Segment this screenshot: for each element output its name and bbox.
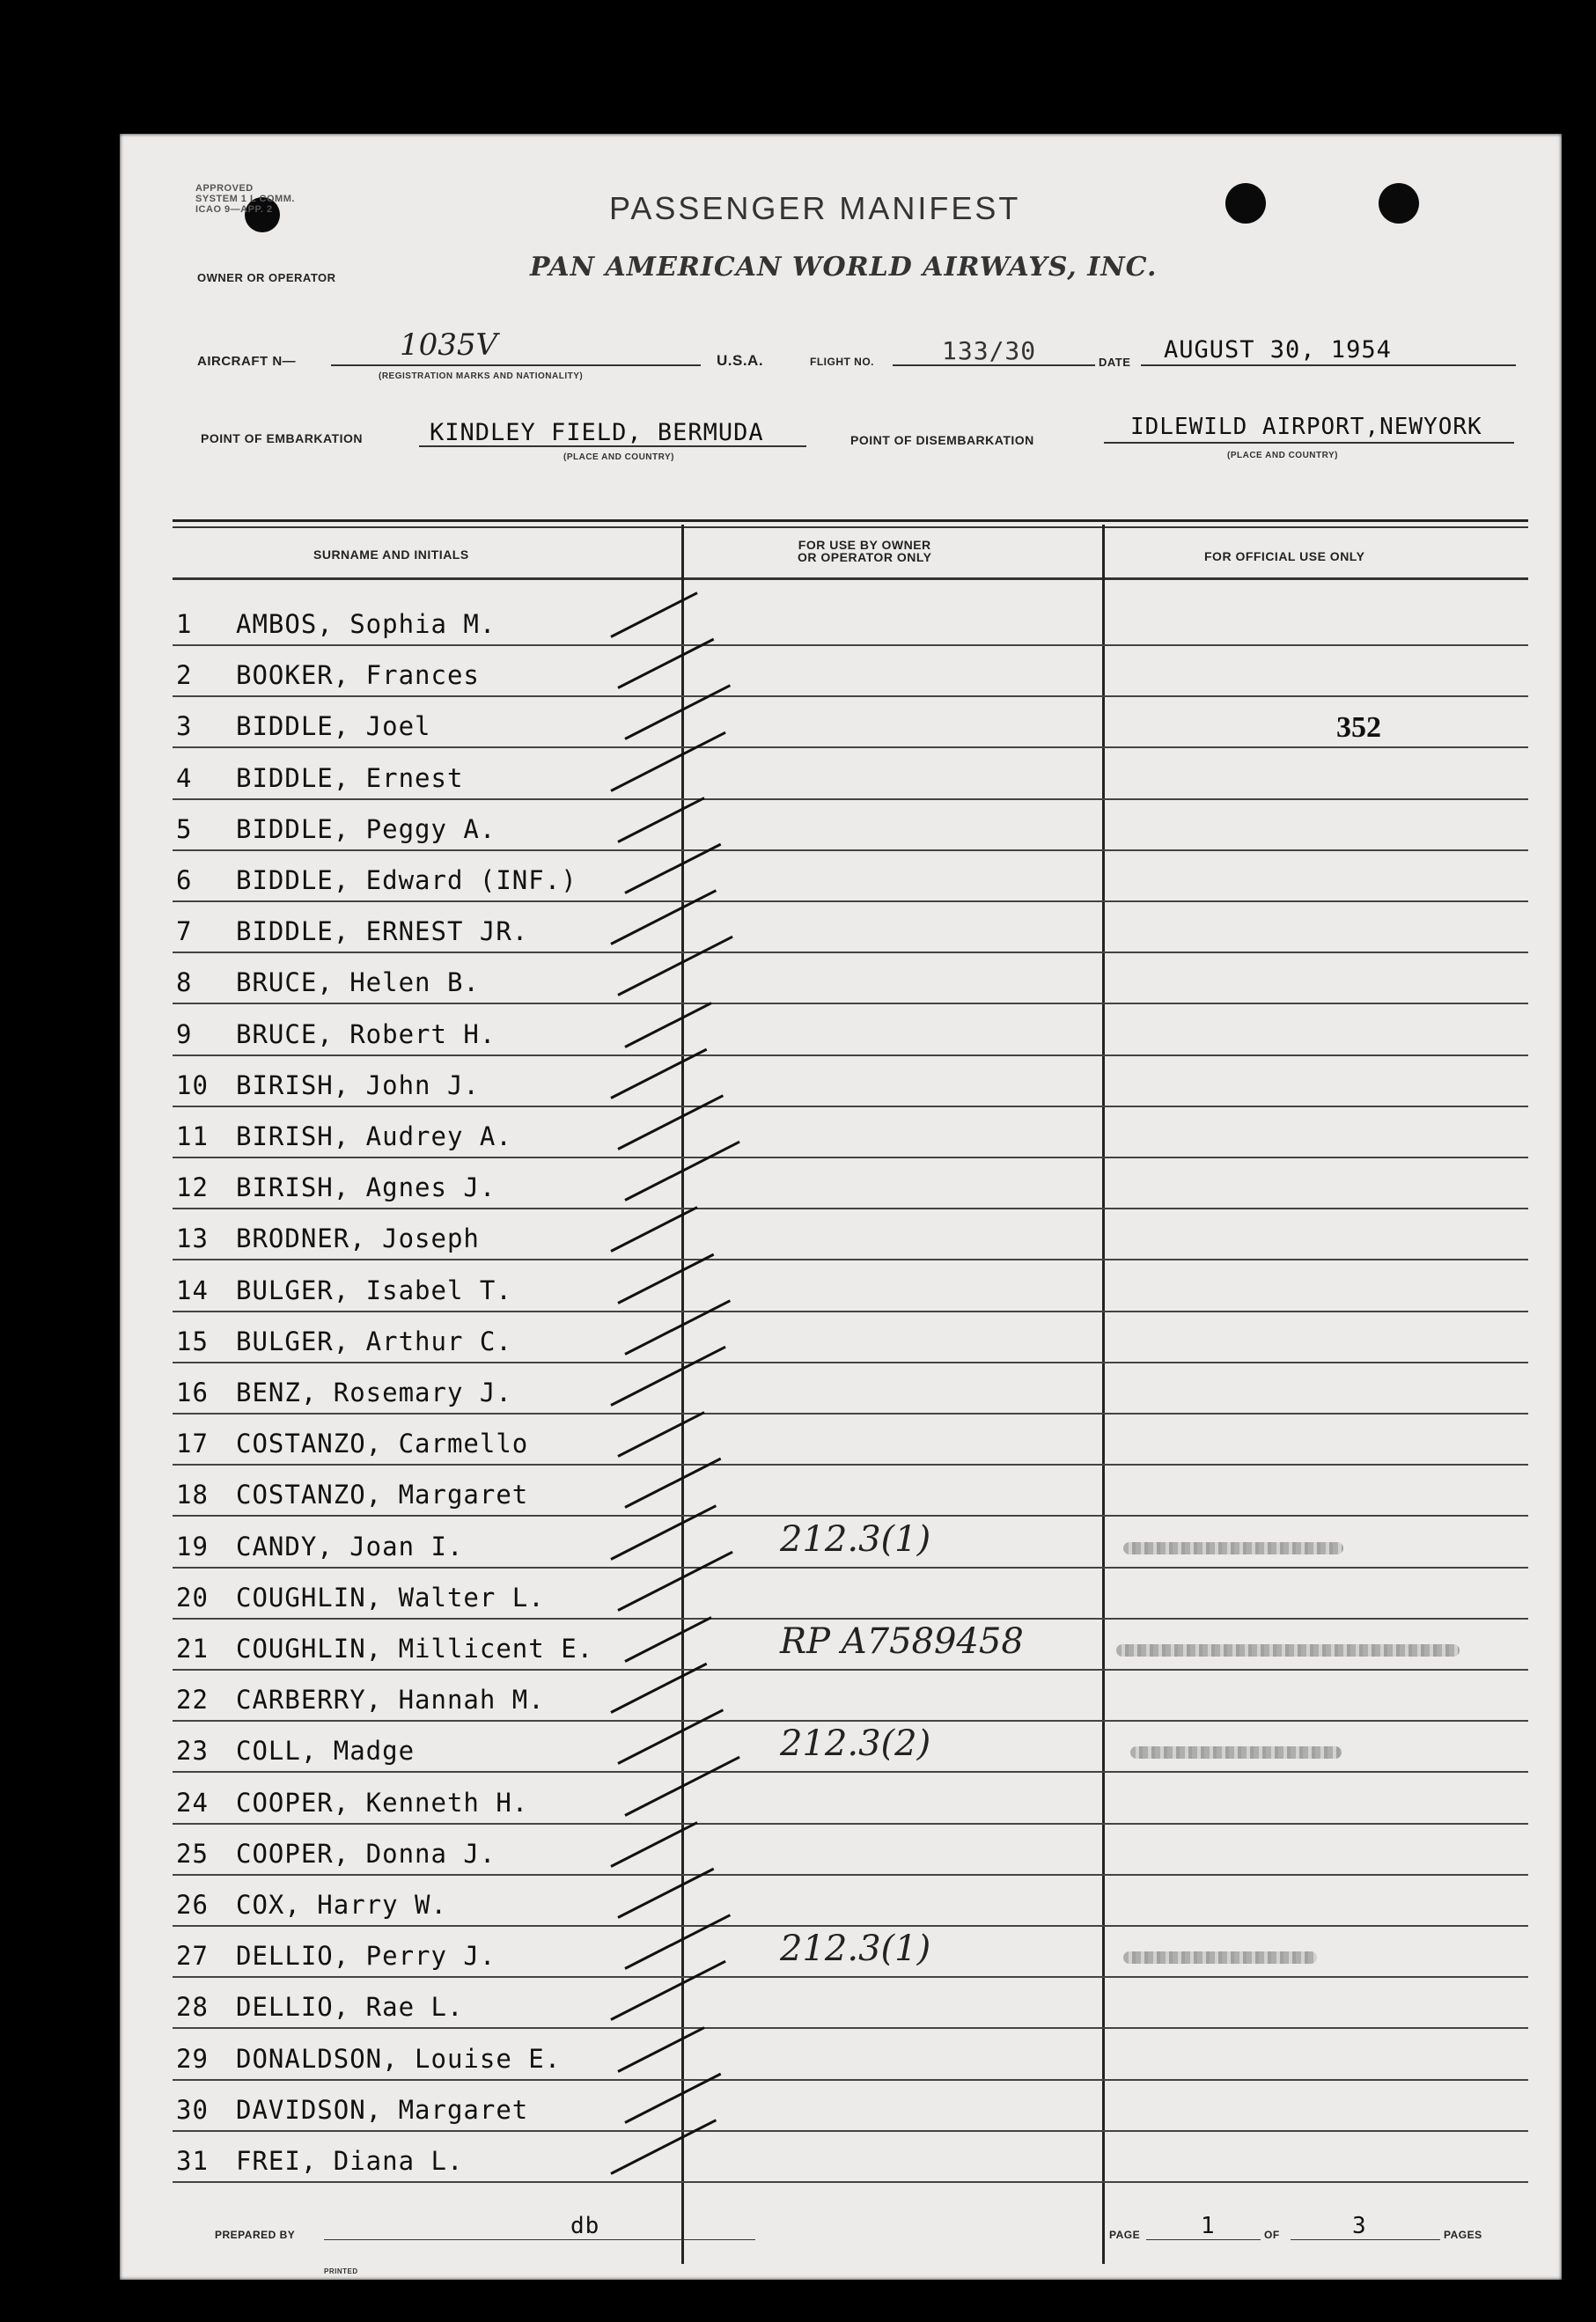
- row-rule: [173, 2027, 1528, 2029]
- passenger-name: COOPER, Kenneth H.: [236, 1788, 529, 1818]
- row-rule: [173, 1362, 1528, 1363]
- passenger-name: BOOKER, Frances: [236, 660, 480, 690]
- passenger-number: 24: [176, 1788, 209, 1818]
- disembark-underline: [1104, 442, 1514, 444]
- erased-mark: [1116, 1644, 1460, 1657]
- date-label: DATE: [1099, 356, 1131, 369]
- check-mark: [610, 1206, 697, 1253]
- form-title: PASSENGER MANIFEST: [609, 190, 1021, 226]
- passenger-name: BULGER, Isabel T.: [236, 1275, 512, 1305]
- approval-line: APPROVED: [195, 183, 254, 194]
- passenger-name: CARBERRY, Hannah M.: [236, 1685, 545, 1715]
- row-rule: [173, 644, 1528, 646]
- disembark-label: POINT OF DISEMBARKATION: [850, 433, 1034, 447]
- passenger-number: 15: [176, 1326, 209, 1356]
- passenger-number: 4: [176, 763, 193, 793]
- passenger-number: 10: [176, 1070, 209, 1100]
- row-rule: [173, 798, 1528, 800]
- check-mark: [610, 731, 725, 792]
- header-bottom-rule: [173, 577, 1528, 580]
- disembark-value: IDLEWILD AIRPORT,NEWYORK: [1130, 414, 1482, 440]
- passenger-number: 22: [176, 1685, 209, 1715]
- passenger-name: BRUCE, Helen B.: [236, 967, 480, 997]
- punch-hole: [1379, 183, 1419, 224]
- row-rule: [173, 1823, 1528, 1825]
- page-value: 1: [1201, 2213, 1216, 2239]
- passenger-number: 2: [176, 660, 193, 690]
- aircraft-value: 1035V: [400, 327, 498, 363]
- approval-line: ICAO 9—APP. 2: [195, 204, 273, 215]
- owner-use-note: RP A7589458: [780, 1621, 1024, 1662]
- row-rule: [173, 1567, 1528, 1569]
- pages-label: PAGES: [1444, 2229, 1482, 2241]
- check-mark: [610, 1504, 717, 1561]
- row-rule: [173, 1413, 1528, 1415]
- row-rule: [173, 1669, 1528, 1671]
- row-rule: [173, 746, 1528, 748]
- aircraft-label: AIRCRAFT N—: [197, 354, 297, 369]
- passenger-number: 27: [176, 1941, 209, 1971]
- check-mark: [610, 1960, 725, 2021]
- check-mark: [610, 2119, 717, 2175]
- passenger-name: BIDDLE, Joel: [236, 711, 431, 741]
- passenger-name: DONALDSON, Louise E.: [236, 2044, 562, 2074]
- manifest-sheet: [120, 134, 1562, 2280]
- passenger-name: COLL, Madge: [236, 1736, 416, 1766]
- of-value: 3: [1352, 2213, 1367, 2239]
- row-rule: [173, 1874, 1528, 1876]
- passenger-name: COUGHLIN, Walter L.: [236, 1583, 545, 1613]
- row-rule: [173, 849, 1528, 851]
- owner-value: PAN AMERICAN WORLD AIRWAYS, INC.: [530, 252, 1158, 283]
- row-rule: [173, 1515, 1528, 1517]
- of-label: OF: [1264, 2229, 1280, 2241]
- passenger-name: COOPER, Donna J.: [236, 1839, 496, 1869]
- row-rule: [173, 695, 1528, 697]
- embark-caption: (PLACE AND COUNTRY): [563, 452, 674, 462]
- page-underline: [1146, 2239, 1261, 2240]
- row-rule: [173, 1311, 1528, 1312]
- erased-mark: [1130, 1746, 1342, 1759]
- passenger-number: 19: [176, 1532, 209, 1561]
- aircraft-underline: [331, 364, 701, 366]
- passenger-name: DELLIO, Rae L.: [236, 1992, 464, 2022]
- embark-value: KINDLEY FIELD, BERMUDA: [430, 419, 764, 446]
- disembark-caption: (PLACE AND COUNTRY): [1227, 451, 1338, 460]
- row-rule: [173, 1925, 1528, 1927]
- row-rule: [173, 1464, 1528, 1466]
- approval-stamp: [195, 183, 295, 215]
- passenger-name: COX, Harry W.: [236, 1890, 447, 1920]
- passenger-number: 9: [176, 1019, 193, 1049]
- passenger-number: 21: [176, 1634, 209, 1664]
- check-mark: [624, 1616, 711, 1663]
- row-rule: [173, 900, 1528, 902]
- passenger-number: 23: [176, 1736, 209, 1766]
- owner-use-note: 212.3(2): [780, 1723, 931, 1764]
- passenger-name: COSTANZO, Carmello: [236, 1429, 529, 1459]
- check-mark: [624, 1002, 711, 1048]
- passenger-number: 3: [176, 711, 193, 741]
- erased-mark: [1123, 1542, 1343, 1554]
- row-rule: [173, 1003, 1528, 1004]
- col-header-owner-use: FOR USE BY OWNER OR OPERATOR ONLY: [798, 538, 932, 564]
- passenger-name: AMBOS, Sophia M.: [236, 609, 496, 639]
- embark-label: POINT OF EMBARKATION: [201, 431, 363, 445]
- check-mark: [624, 1914, 731, 1970]
- owner-use-note: 212.3(1): [780, 1929, 931, 1969]
- passenger-name: COUGHLIN, Millicent E.: [236, 1634, 594, 1664]
- prepared-value: db: [570, 2213, 600, 2239]
- check-mark: [617, 1708, 724, 1765]
- row-rule: [173, 1106, 1528, 1107]
- row-rule: [173, 2130, 1528, 2132]
- passenger-name: BIRISH, Audrey A.: [236, 1121, 512, 1151]
- passenger-name: DAVIDSON, Margaret: [236, 2095, 529, 2125]
- passenger-name: DELLIO, Perry J.: [236, 1941, 496, 1971]
- page-label: PAGE: [1109, 2229, 1141, 2241]
- passenger-name: CANDY, Joan I.: [236, 1532, 464, 1561]
- passenger-name: BRUCE, Robert H.: [236, 1019, 496, 1049]
- date-value: AUGUST 30, 1954: [1164, 336, 1392, 364]
- punch-hole: [1225, 183, 1266, 224]
- row-rule: [173, 1259, 1528, 1260]
- passenger-number: 25: [176, 1839, 209, 1869]
- date-underline: [1141, 364, 1516, 366]
- table-top-rule: [173, 519, 1528, 522]
- check-mark: [617, 936, 732, 996]
- passenger-number: 14: [176, 1275, 209, 1305]
- of-underline: [1291, 2239, 1440, 2240]
- passenger-number: 26: [176, 1890, 209, 1920]
- passenger-number: 28: [176, 1992, 209, 2022]
- passenger-number: 29: [176, 2044, 209, 2074]
- passenger-number: 16: [176, 1378, 209, 1407]
- passenger-name: BRODNER, Joseph: [236, 1223, 480, 1253]
- check-mark: [610, 1821, 697, 1868]
- flight-label: FLIGHT NO.: [810, 356, 874, 368]
- col-header-surname: SURNAME AND INITIALS: [313, 547, 469, 562]
- row-rule: [173, 952, 1528, 953]
- usa-label: U.S.A.: [717, 352, 764, 369]
- row-rule: [173, 1208, 1528, 1209]
- prepared-underline: [324, 2239, 755, 2240]
- passenger-name: BIRISH, Agnes J.: [236, 1172, 496, 1202]
- column-divider: [681, 525, 684, 2264]
- passenger-name: BIDDLE, Peggy A.: [236, 814, 496, 844]
- check-mark: [617, 1411, 704, 1458]
- passenger-number: 7: [176, 916, 193, 946]
- passenger-name: FREI, Diana L.: [236, 2146, 464, 2176]
- passenger-number: 8: [176, 967, 193, 997]
- passenger-number: 31: [176, 2146, 209, 2176]
- owner-use-note: 212.3(1): [780, 1519, 931, 1560]
- row-rule: [173, 1976, 1528, 1978]
- passenger-name: BENZ, Rosemary J.: [236, 1378, 512, 1407]
- check-mark: [610, 889, 717, 945]
- table-top-rule: [173, 526, 1528, 528]
- passenger-number: 12: [176, 1172, 209, 1202]
- passenger-name: BIRISH, John J.: [236, 1070, 480, 1100]
- check-mark: [624, 684, 731, 740]
- passenger-number: 20: [176, 1583, 209, 1613]
- owner-label: OWNER OR OPERATOR: [197, 271, 336, 284]
- check-mark: [617, 1094, 724, 1150]
- printed-mark: PRINTED: [324, 2267, 358, 2275]
- passenger-number: 6: [176, 865, 193, 895]
- passenger-name: BIDDLE, ERNEST JR.: [236, 916, 529, 946]
- check-mark: [617, 1551, 732, 1612]
- official-number: 352: [1336, 711, 1381, 744]
- check-mark: [617, 1253, 714, 1304]
- row-rule: [173, 1054, 1528, 1056]
- row-rule: [173, 2079, 1528, 2081]
- row-rule: [173, 1720, 1528, 1722]
- passenger-number: 1: [176, 609, 193, 639]
- check-mark: [610, 592, 697, 638]
- row-rule: [173, 1618, 1528, 1620]
- passenger-name: BIDDLE, Ernest: [236, 763, 464, 793]
- erased-mark: [1123, 1951, 1317, 1964]
- passenger-number: 18: [176, 1480, 209, 1510]
- passenger-number: 5: [176, 814, 193, 844]
- column-divider: [1102, 525, 1105, 2264]
- aircraft-caption: (REGISTRATION MARKS AND NATIONALITY): [379, 371, 584, 381]
- approval-line: SYSTEM 1 L COMM.: [195, 194, 295, 204]
- passenger-number: 30: [176, 2095, 209, 2125]
- row-rule: [173, 2181, 1528, 2183]
- row-rule: [173, 1157, 1528, 1158]
- check-mark: [610, 1346, 725, 1407]
- check-mark: [624, 1299, 731, 1356]
- flight-value: 133/30: [942, 336, 1037, 365]
- check-mark: [617, 797, 704, 843]
- check-mark: [617, 2026, 704, 2073]
- col-header-official: FOR OFFICIAL USE ONLY: [1204, 549, 1365, 563]
- prepared-label: PREPARED BY: [215, 2229, 296, 2241]
- passenger-number: 13: [176, 1223, 209, 1253]
- passenger-name: BULGER, Arthur C.: [236, 1326, 512, 1356]
- row-rule: [173, 1771, 1528, 1773]
- passenger-number: 11: [176, 1121, 209, 1151]
- passenger-name: COSTANZO, Margaret: [236, 1480, 529, 1510]
- passenger-name: BIDDLE, Edward (INF.): [236, 865, 577, 895]
- passenger-number: 17: [176, 1429, 209, 1459]
